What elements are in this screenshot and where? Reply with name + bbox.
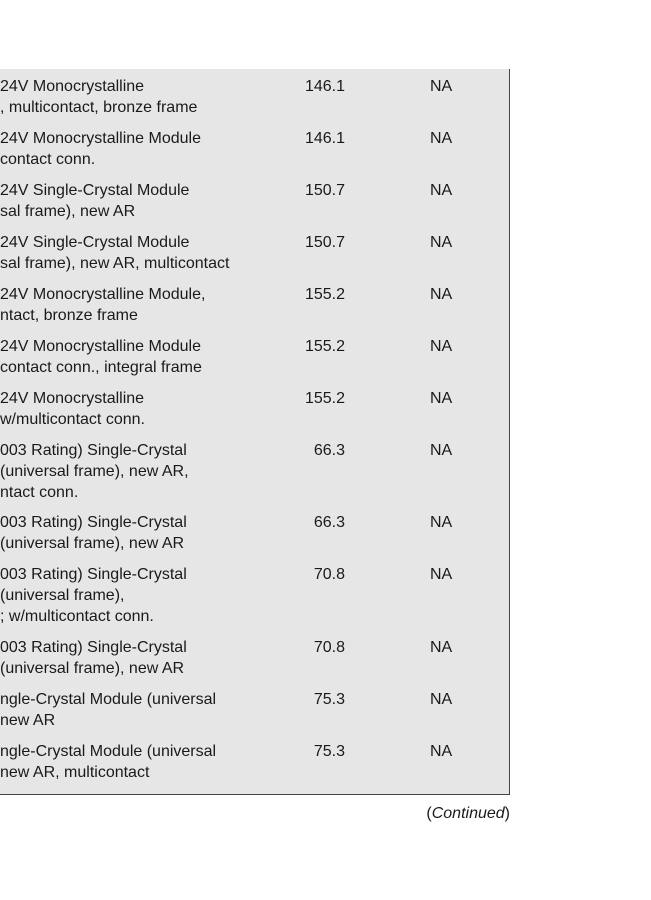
row-value: 70.8 (313, 566, 345, 583)
description-line: 24V Single-Crystal Module (0, 234, 190, 251)
row-description (0, 440, 270, 503)
description-line: sal frame), new AR (0, 203, 136, 220)
row-description (0, 388, 270, 430)
description-line: 24V Monocrystalline (0, 78, 145, 95)
row-na: NA (430, 286, 453, 303)
description-line: (universal frame), new AR (0, 660, 185, 677)
row-description (0, 512, 270, 554)
description-line: 24V Monocrystalline (0, 390, 145, 407)
description-line: ntact, bronze frame (0, 307, 138, 324)
row-value: 146.1 (304, 78, 345, 95)
continued-note (426, 803, 510, 824)
table-panel (0, 69, 510, 795)
description-line: 003 Rating) Single-Crystal (0, 566, 187, 583)
description-line: 24V Single-Crystal Module (0, 182, 190, 199)
description-line: 003 Rating) Single-Crystal (0, 514, 187, 531)
row-value: 75.3 (313, 743, 345, 760)
row-description (0, 564, 270, 627)
row-na: NA (430, 130, 453, 147)
description-line: 24V Monocrystalline Module (0, 338, 201, 355)
description-line: new AR, multicontact (0, 764, 150, 781)
row-description (0, 689, 270, 731)
row-description (0, 284, 270, 326)
description-line: 003 Rating) Single-Crystal (0, 639, 187, 656)
description-line: contact conn., integral frame (0, 359, 202, 376)
description-line: new AR (0, 712, 56, 729)
row-description (0, 232, 270, 274)
row-value: 75.3 (313, 691, 345, 708)
row-value: 150.7 (304, 234, 345, 251)
row-value: 66.3 (313, 514, 345, 531)
row-description (0, 128, 270, 170)
description-line: 24V Monocrystalline Module (0, 130, 201, 147)
row-description (0, 741, 270, 783)
description-line: ntact conn. (0, 484, 79, 501)
description-line: , multicontact, bronze frame (0, 99, 198, 116)
row-value: 146.1 (304, 130, 345, 147)
row-value: 155.2 (304, 286, 345, 303)
description-line: ; w/multicontact conn. (0, 608, 154, 625)
row-value: 150.7 (304, 182, 345, 199)
row-na: NA (430, 442, 453, 459)
description-line: contact conn. (0, 151, 96, 168)
row-na: NA (430, 390, 453, 407)
paren-open: ( (426, 805, 432, 822)
description-line: w/multicontact conn. (0, 411, 145, 428)
description-line: ngle-Crystal Module (universal (0, 743, 217, 760)
row-value: 155.2 (304, 338, 345, 355)
row-na: NA (430, 514, 453, 531)
description-line: ngle-Crystal Module (universal (0, 691, 217, 708)
row-na: NA (430, 639, 453, 656)
row-na: NA (430, 338, 453, 355)
description-line: 003 Rating) Single-Crystal (0, 442, 187, 459)
description-line: (universal frame), new AR (0, 535, 185, 552)
row-na: NA (430, 743, 453, 760)
row-description (0, 336, 270, 378)
row-value: 66.3 (313, 442, 345, 459)
description-line: (universal frame), (0, 587, 125, 604)
description-line: sal frame), new AR, multicontact (0, 255, 230, 272)
row-na: NA (430, 78, 453, 95)
row-value: 70.8 (313, 639, 345, 656)
row-value: 155.2 (304, 390, 345, 407)
paren-close: ) (504, 805, 510, 822)
row-description (0, 180, 270, 222)
row-description (0, 637, 270, 679)
row-na: NA (430, 234, 453, 251)
row-na: NA (430, 182, 453, 199)
continued-label: Continued (431, 805, 505, 822)
row-description (0, 76, 270, 118)
description-line: (universal frame), new AR, (0, 463, 189, 480)
row-na: NA (430, 691, 453, 708)
row-na: NA (430, 566, 453, 583)
description-line: 24V Monocrystalline Module, (0, 286, 206, 303)
